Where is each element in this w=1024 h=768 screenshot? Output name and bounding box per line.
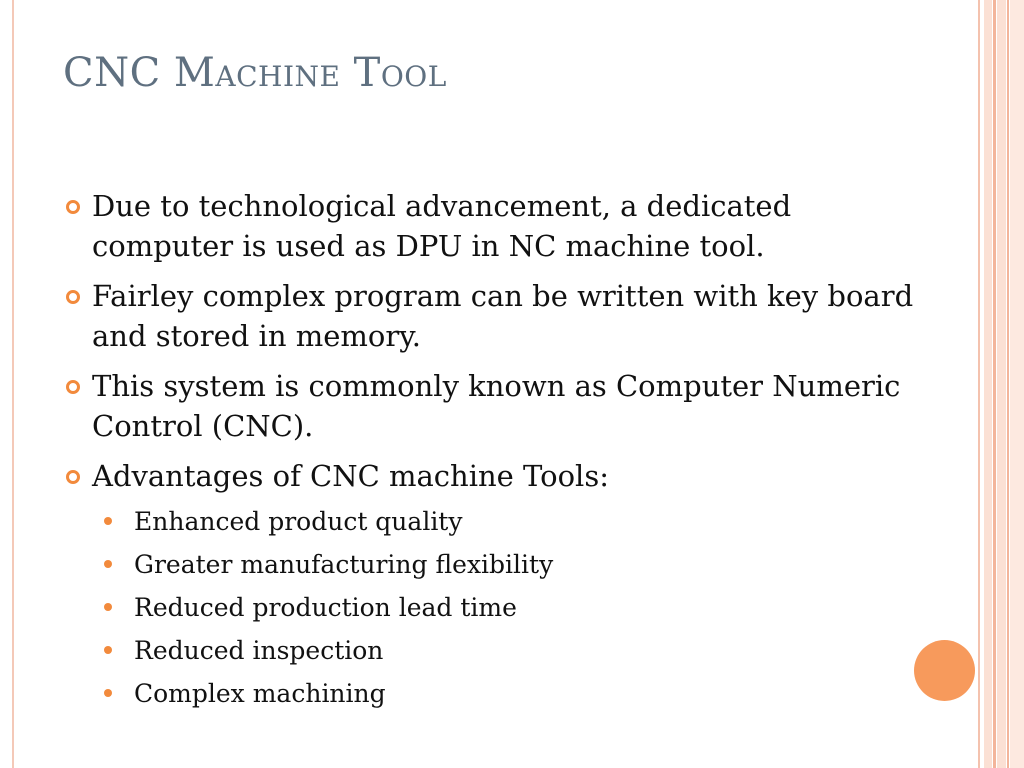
hollow-circle-bullet-icon [66, 290, 80, 304]
sub-bullet-item [92, 629, 924, 672]
sub-bullet-text: Greater manufacturing flexibility [134, 550, 554, 579]
bullet-item [64, 456, 924, 715]
bullet-text: This system is commonly known as Computer Numeric Control (CNC). [92, 369, 901, 443]
bullet-item [64, 186, 924, 266]
sub-bullet-item [92, 586, 924, 629]
right-decorative-stripe [997, 0, 1006, 768]
bullet-item [64, 276, 924, 356]
filled-dot-bullet-icon [104, 646, 112, 654]
sub-bullet-item [92, 543, 924, 586]
hollow-circle-bullet-icon [66, 200, 80, 214]
right-decorative-stripe [978, 0, 980, 768]
filled-dot-bullet-icon [104, 603, 112, 611]
sub-bullet-text: Complex machining [134, 679, 386, 708]
sub-bullet-item [92, 672, 924, 715]
sub-bullet-text: Reduced inspection [134, 636, 384, 665]
sub-bullet-list [92, 500, 924, 715]
right-decorative-stripe [984, 0, 992, 768]
sub-bullet-text: Enhanced product quality [134, 507, 463, 536]
right-decorative-stripe [1007, 0, 1009, 768]
filled-dot-bullet-icon [104, 560, 112, 568]
bullet-list [64, 186, 924, 725]
sub-bullet-text: Reduced production lead time [134, 593, 517, 622]
sub-bullet-item [92, 500, 924, 543]
bullet-text: Advantages of CNC machine Tools: [92, 459, 609, 493]
slide-title: CNC Machine Tool [63, 50, 447, 96]
filled-dot-bullet-icon [104, 689, 112, 697]
right-decorative-stripe [1010, 0, 1024, 768]
bullet-item [64, 366, 924, 446]
hollow-circle-bullet-icon [66, 380, 80, 394]
hollow-circle-bullet-icon [66, 470, 80, 484]
left-decorative-rule [12, 0, 14, 768]
bullet-text: Fairley complex program can be written with key board and stored in memory. [92, 279, 914, 353]
right-decorative-stripe [993, 0, 996, 768]
filled-dot-bullet-icon [104, 517, 112, 525]
bullet-text: Due to technological advancement, a dedicated computer is used as DPU in NC machine tool. [92, 189, 792, 263]
